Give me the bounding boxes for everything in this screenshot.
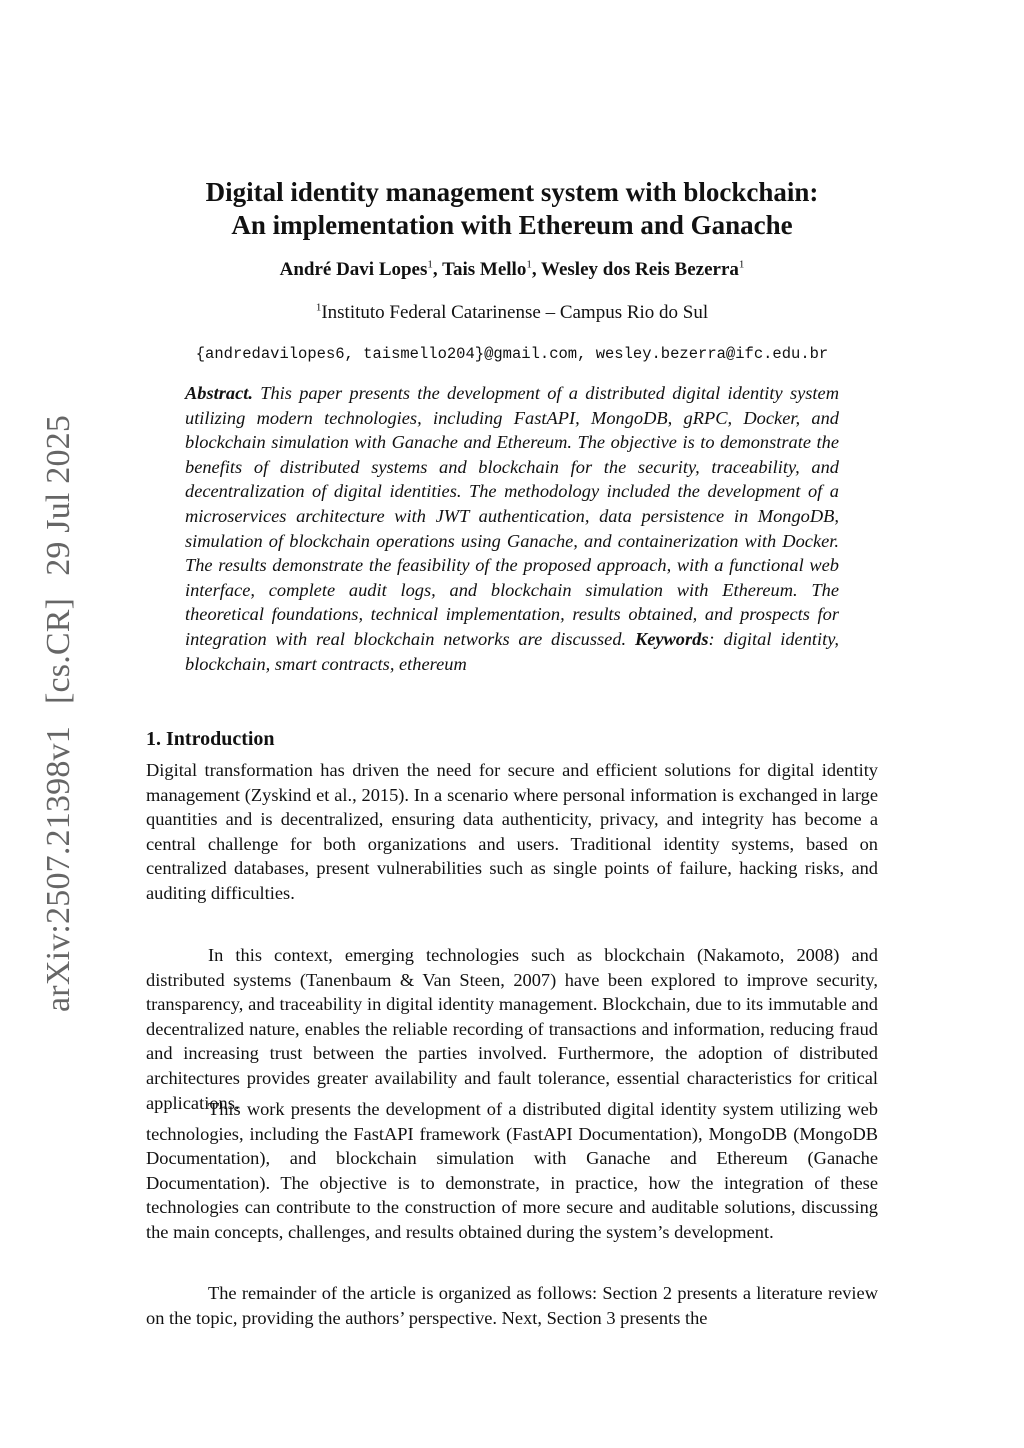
author-name: Wesley dos Reis Bezerra	[541, 259, 739, 280]
author-affiliation-mark: 1	[427, 258, 433, 271]
title-line-2: An implementation with Ethereum and Ganache	[231, 210, 793, 240]
author-emails: {andredavilopes6, taismello204}@gmail.com, wesley.bezerra@ifc.edu.br	[195, 345, 829, 363]
arxiv-category: [cs.CR]	[40, 597, 77, 705]
affiliation-name: Instituto Federal Catarinense – Campus Rio do Sul	[321, 302, 709, 323]
paragraph: This work presents the development of a distributed digital identity system utilizing web technologies, including the FastAPI framework (FastAPI Documentation), MongoDB (MongoDB Documentation), and blockchain simulation with Ganache and Ethereum (Ganache Documentation). The objective is to demonstrate, in practice, how the integration of these technologies can contribute to the construction of more secure and auditable solutions, discussing the main concepts, challenges, and results obtained during the system’s development.	[146, 1099, 878, 1242]
arxiv-date: 29 Jul 2025	[40, 414, 77, 576]
author-name: Tais Mello	[442, 259, 527, 280]
author-list: André Davi Lopes$^1$, Tais Mello$^1$, Wesley dos Reis Bezerra$^1$	[279, 258, 745, 280]
paper-title	[146, 176, 878, 242]
paragraph: The remainder of the article is organized as follows: Section 2 presents a literature review on the topic, providing the authors’ perspective. Next, Section 3 presents the	[146, 1283, 878, 1328]
abstract	[185, 381, 839, 676]
paragraph: In this context, emerging technologies such as blockchain (Nakamoto, 2008) and distributed systems (Tanenbaum & Van Steen, 2007) have been explored to improve security, transparency, and traceability in digital identity management. Blockchain, due to its immutable and decentralized nature, enables the reliable recording of transactions and information, reducing fraud and increasing trust between the parties involved. Furthermore, the adoption of distributed architectures provides greater availability and fault tolerance, essential characteristics for critical applications.	[146, 945, 878, 1113]
author-affiliation-mark: 1	[526, 258, 532, 271]
affiliation	[146, 301, 878, 325]
section-heading-introduction: 1. Introduction	[146, 728, 275, 750]
arxiv-id: arXiv:2507.21398v1	[40, 726, 77, 1012]
author-affiliation-mark: 1	[738, 258, 745, 271]
abstract-label: Abstract.	[185, 383, 253, 403]
keywords-label: Keywords	[634, 628, 709, 649]
author-name: André Davi Lopes	[279, 259, 428, 280]
keywords-list: : digital identity, blockchain, smart contracts, ethereum	[185, 628, 839, 674]
affiliation-mark: 1	[315, 301, 322, 314]
arxiv-sidebar-identifier	[40, 393, 78, 1012]
paragraph: Digital transformation has driven the need for secure and efficient solutions for digital identity management (Zyskind et al., 2015). In a scenario where personal information is exchanged in large quantities and is decentralized, ensuring data authenticity, privacy, and integrity has become a central challenge for both organizations and users. Traditional identity systems, based on centralized databases, present vulnerabilities such as single points of failure, hacking risks, and auditing difficulties.	[146, 760, 878, 903]
abstract-text: This paper presents the development of a distributed digital identity system utilizing modern technologies, including FastAPI, MongoDB, gRPC, Docker, and blockchain simulation with Ganache and Ethereum. The objective is to demonstrate the benefits of distributed systems and blockchain for the security, traceability, and decentralization of digital identities. The methodology included the development of a microservices architecture with JWT authentication, data persistence in MongoDB, simulation of blockchain operations using Ganache, and containerization with Docker. The results demonstrate the feasibility of the proposed approach, with a functional web interface, complete audit logs, and blockchain simulation with Ethereum. The theoretical foundations, technical implementation, results obtained, and prospects for integration with real blockchain networks are discussed.	[185, 383, 839, 649]
title-line-1: Digital identity management system with blockchain:	[205, 177, 819, 207]
